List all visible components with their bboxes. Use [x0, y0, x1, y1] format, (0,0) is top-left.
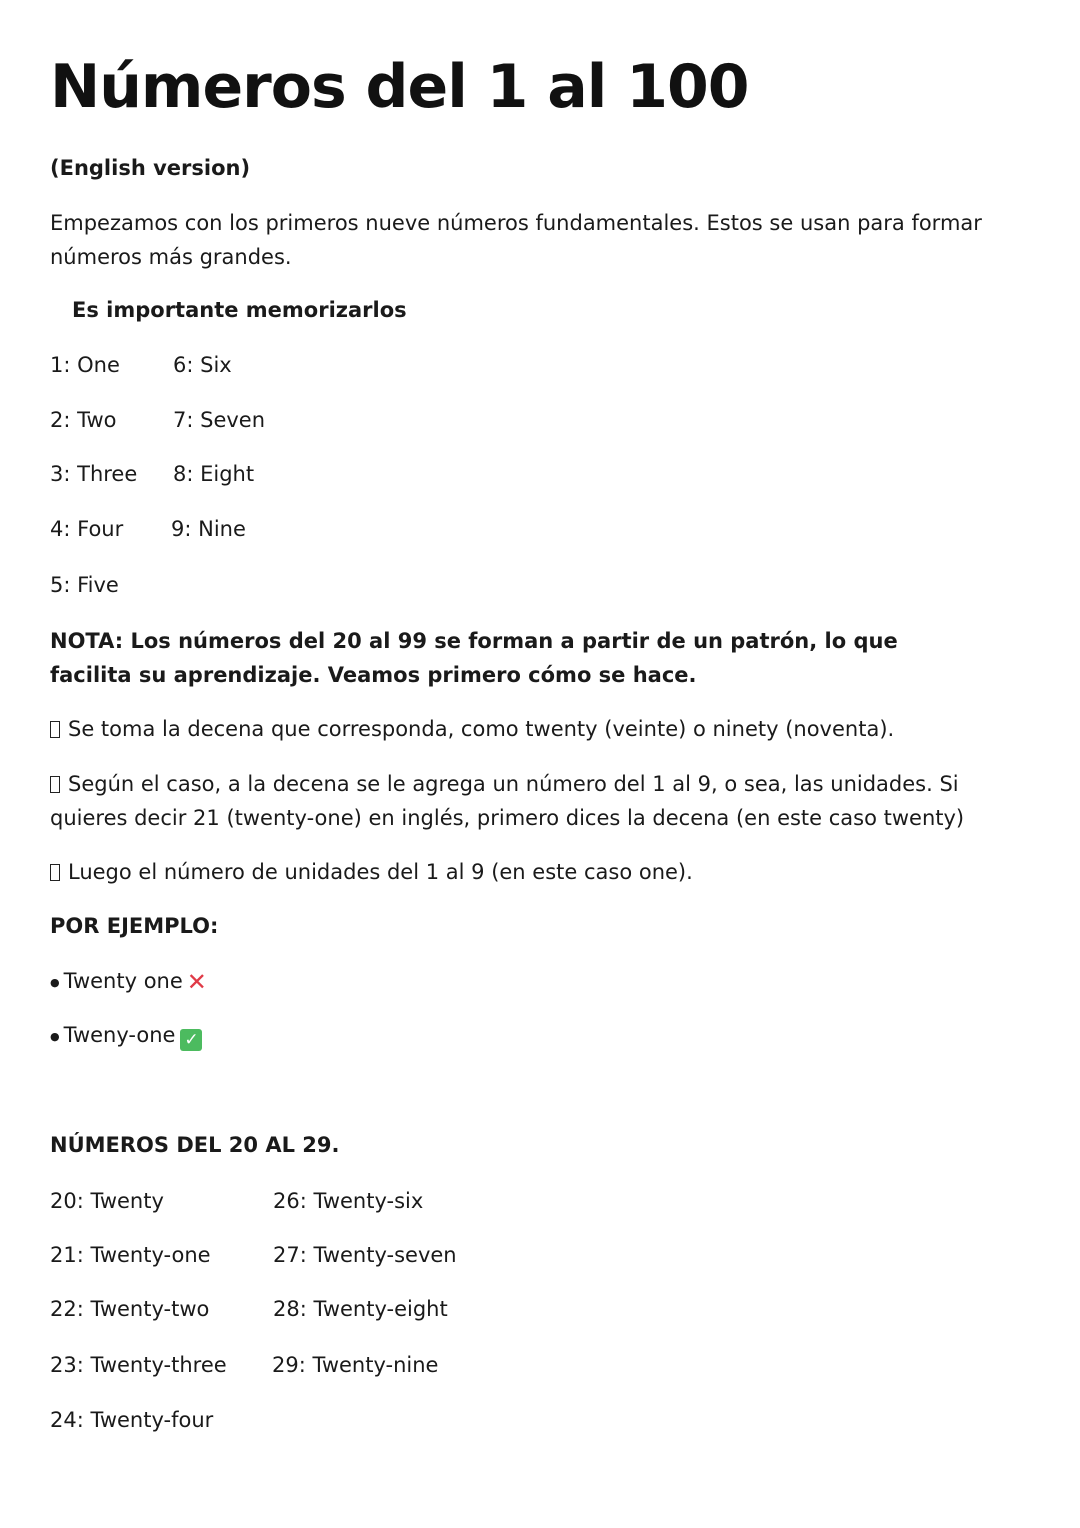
checkbox-glyph-icon [50, 776, 60, 793]
checkbox-glyph-icon [50, 864, 60, 881]
page-title: Números del 1 al 100 [50, 52, 749, 122]
number-item: 28: Twenty-eight [273, 1297, 448, 1321]
example-text: Twenty one [63, 969, 183, 993]
step-item [50, 767, 1010, 835]
memorize-heading: Es importante memorizarlos [72, 298, 407, 322]
note-paragraph: NOTA: Los números del 20 al 99 se forman a partir de un patrón, lo que facilita su aprendizaje. Veamos primero cómo se hace. [50, 629, 898, 687]
number-item: 29: Twenty-nine [272, 1353, 439, 1377]
number-item: 23: Twenty-three [50, 1353, 227, 1377]
intro-paragraph: Empezamos con los primeros nueve números fundamentales. Estos se usan para formar números más grandes. [50, 211, 982, 269]
number-item: 5: Five [50, 573, 119, 597]
step-item [50, 712, 1010, 746]
number-item: 3: Three [50, 462, 138, 486]
example-item [50, 968, 207, 996]
number-item: 2: Two [50, 408, 117, 432]
number-item: 8: Eight [173, 462, 255, 486]
subtitle: (English version) [50, 156, 251, 180]
bullet-icon: ● [50, 976, 60, 989]
number-item: 9: Nine [171, 517, 246, 541]
example-item [50, 1023, 202, 1051]
number-item: 7: Seven [173, 408, 266, 432]
number-item: 6: Six [173, 353, 232, 377]
step-item [50, 855, 1010, 889]
section-heading: NÚMEROS DEL 20 AL 29. [50, 1133, 340, 1157]
number-item: 24: Twenty-four [50, 1408, 214, 1432]
number-item: 21: Twenty-one [50, 1243, 211, 1267]
number-item: 4: Four [50, 517, 124, 541]
cross-mark-icon: ✕ [186, 968, 207, 996]
number-item: 1: One [50, 353, 120, 377]
bullet-icon: ● [50, 1030, 60, 1043]
step-text: Se toma la decena que corresponda, como twenty (veinte) o ninety (noventa). [68, 717, 895, 741]
step-text: Según el caso, a la decena se le agrega un número del 1 al 9, o sea, las unidades. Si quieres decir 21 (twenty-one) en inglés, primero dices la decena (en este caso twenty) [50, 772, 965, 830]
number-item: 26: Twenty-six [273, 1189, 424, 1213]
number-item: 20: Twenty [50, 1189, 164, 1213]
checkbox-glyph-icon [50, 721, 60, 738]
number-item: 27: Twenty-seven [273, 1243, 457, 1267]
number-item: 22: Twenty-two [50, 1297, 210, 1321]
step-text: Luego el número de unidades del 1 al 9 (en este caso one). [68, 860, 693, 884]
check-mark-icon: ✓ [180, 1029, 202, 1051]
example-heading: POR EJEMPLO: [50, 914, 219, 938]
example-text: Tweny-one [63, 1023, 176, 1047]
